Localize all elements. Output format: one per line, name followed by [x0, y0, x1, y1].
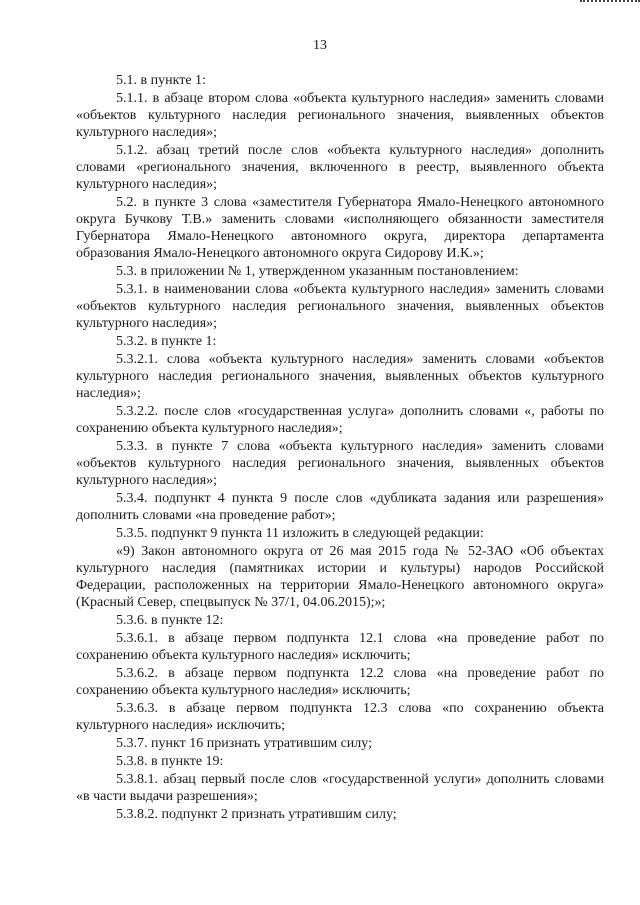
paragraph-5-2: 5.2. в пункте 3 слова «заместителя Губернатора Ямало-Ненецкого автономного округа Бучкову Т.В.» заменить словами «исполняющего обязанности заместителя Губернатора Ямало-Ненецкого автономного округа, директора департамента образования Ямало-Ненецкого автономного округа Сидорову И.К.»; [76, 195, 604, 261]
paragraph-5-3-3: 5.3.3. в пункте 7 слова «объекта культурного наследия» заменить словами «объектов культурного наследия регионального значения, выявленных объектов культурного наследия»; [76, 439, 604, 488]
page-number: 13 [313, 38, 327, 53]
paragraph-5-3-6: 5.3.6. в пункте 12: [116, 613, 224, 628]
paragraph-5-3-6-2: 5.3.6.2. в абзаце первом подпункта 12.2 слова «на проведение работ по сохранению объекта культурного наследия» исключить; [76, 666, 604, 698]
paragraph-5-3-8-2: 5.3.8.2. подпункт 2 признать утратившим силу; [116, 807, 397, 822]
paragraph-5-1-2: 5.1.2. абзац третий после слов «объекта культурного наследия» дополнить словами «регионального значения, включенного в реестр, выявленного объекта культурного наследия»; [76, 143, 604, 192]
paragraph-5-1-1: 5.1.1. в абзаце втором слова «объекта культурного наследия» заменить словами «объектов культурного наследия регионального значения, выявленных объектов культурного наследия»; [76, 91, 604, 140]
paragraph-5-3-2-2: 5.3.2.2. после слов «государственная услуга» дополнить словами «, работы по сохранению объекта культурного наследия»; [76, 404, 604, 436]
corner-mark [580, 0, 640, 6]
paragraph-5-3-6-3: 5.3.6.3. в абзаце первом подпункта 12.3 слова «по сохранению объекта культурного наследия» исключить; [76, 701, 604, 733]
paragraph-5-3-2-1: 5.3.2.1. слова «объекта культурного наследия» заменить словами «объектов культурного наследия регионального значения, выявленных объектов культурного наследия»; [76, 352, 604, 401]
paragraph-5-3-8-1: 5.3.8.1. абзац первый после слов «государственной услуги» дополнить словами «в части выдачи разрешения»; [76, 772, 604, 804]
paragraph-5-1: 5.1. в пункте 1: [116, 73, 206, 88]
paragraph-5-3-8: 5.3.8. в пункте 19: [116, 754, 224, 769]
paragraph-5-3-2: 5.3.2. в пункте 1: [116, 334, 217, 349]
paragraph-5-3: 5.3. в приложении № 1, утвержденном указанным постановлением: [116, 264, 519, 279]
paragraph-5-3-6-1: 5.3.6.1. в абзаце первом подпункта 12.1 слова «на проведение работ по сохранению объекта культурного наследия» исключить; [76, 631, 604, 663]
paragraph-5-3-5-text: «9) Закон автономного округа от 26 мая 2015 года № 52-ЗАО «Об объектах культурного наследия (памятниках истории и культуры) народов Российской Федерации, расположенных на территории Ямало-Ненецкого автономного округа» (Красный Север, спецвыпуск № 37/1, 04.06.2015);»; [76, 544, 604, 610]
paragraph-5-3-5: 5.3.5. подпункт 9 пункта 11 изложить в следующей редакции: [116, 526, 484, 541]
paragraph-5-3-7: 5.3.7. пункт 16 признать утратившим силу; [116, 736, 372, 751]
paragraph-5-3-4: 5.3.4. подпункт 4 пункта 9 после слов «дубликата задания или разрешения» дополнить словами «на проведение работ»; [76, 491, 604, 523]
document-body [76, 72, 604, 823]
paragraph-5-3-1: 5.3.1. в наименовании слова «объекта культурного наследия» заменить словами «объектов культурного наследия регионального значения, выявленных объектов культурного наследия»; [76, 282, 604, 331]
